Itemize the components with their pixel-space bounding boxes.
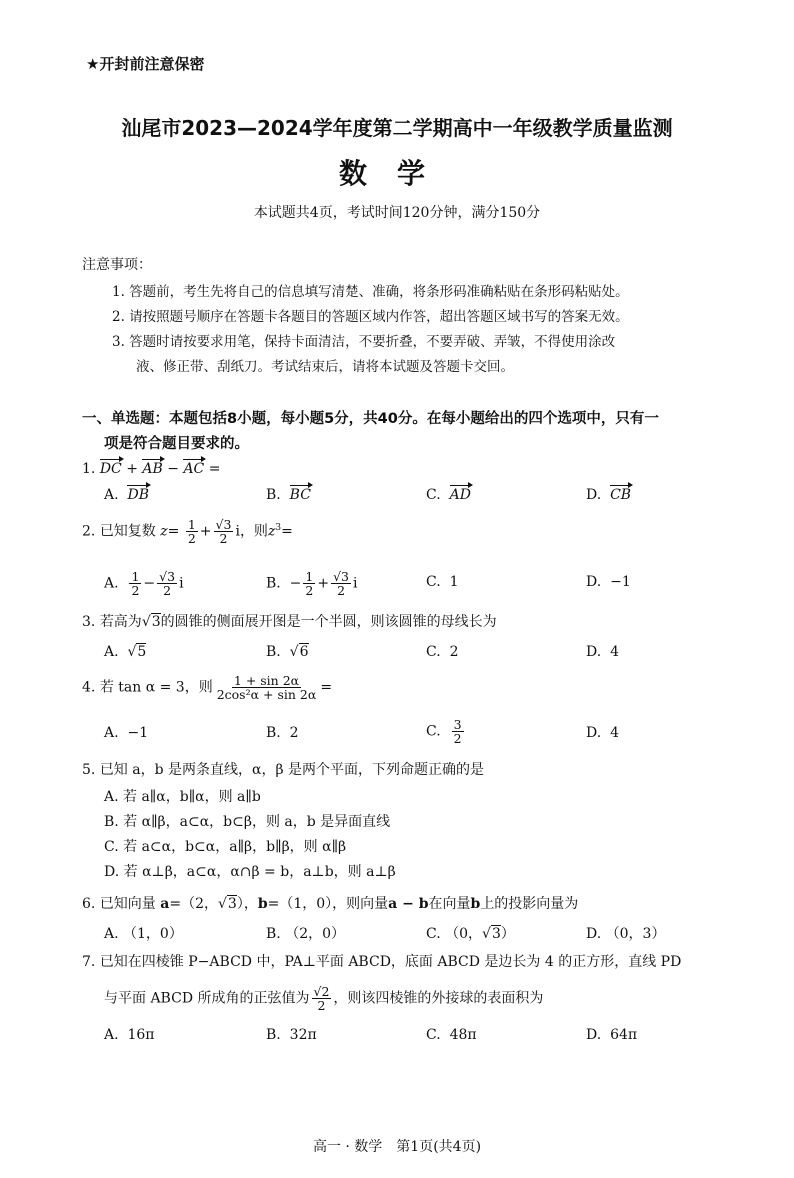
section-heading: 一、单选题：本题包括8小题，每小题5分，共40分。在每小题给出的四个选项中，只有一 <box>82 411 659 427</box>
option-d: D. （0，3） <box>586 926 666 942</box>
option-c: C. $\frac{3}{2}$ <box>426 717 462 747</box>
option-b: B. 32π <box>266 1027 317 1043</box>
notes-heading: 注意事项： <box>82 257 152 273</box>
option-c: C. 2 <box>426 644 459 660</box>
option-b: B. − $\frac{1}{2}$ + $\frac{√3}{2}$ i <box>266 569 358 599</box>
option-c: C. 若 a⊂α，b⊂α，a∥β，b∥β，则 α∥β <box>104 839 347 855</box>
question-number: 4. <box>82 679 96 696</box>
question-number: 1. <box>82 461 96 477</box>
option-b: B. √6 <box>266 644 309 660</box>
vector-term: DC <box>99 461 122 477</box>
option-d: D. 4 <box>586 644 620 660</box>
question-7: 7. 已知在四棱锥 P−ABCD 中，PA⊥平面 ABCD，底面 ABCD 是边长为 4 的正方形，直线 PD <box>82 954 682 970</box>
option-a: A. （1，0） <box>104 926 183 942</box>
vector-term: AB <box>142 461 163 477</box>
page-footer: 高一 · 数学 第1页(共4页) <box>312 1139 482 1155</box>
question-number: 3. <box>82 614 96 630</box>
exam-title: 汕尾市2023—2024学年度第二学期高中一年级教学质量监测 <box>121 116 673 140</box>
question-number: 2. <box>82 523 96 540</box>
option-d: D. 64π <box>586 1027 638 1043</box>
subject-title: 数学 <box>338 157 455 190</box>
question-7-cont: 与平面 ABCD 所成角的正弦值为 $\frac{√2}{2}$ ，则该四棱锥的外接球的表面积为 <box>104 984 544 1014</box>
question-3: 3. 若高为√3的圆锥的侧面展开图是一个半圆，则该圆锥的母线长为 <box>82 614 497 630</box>
note-item: 2. 请按照题号顺序在答题卡各题目的答题区域内作答，超出答题区域书写的答案无效。 <box>112 309 629 325</box>
section-heading-cont: 项是符合题目要求的。 <box>104 436 249 452</box>
option-b: B. BC <box>266 487 311 503</box>
option-b: B. 2 <box>266 725 299 741</box>
note-item: 1. 答题前，考生先将自己的信息填写清楚、准确，将条形码准确粘贴在条形码粘贴处。 <box>112 284 629 300</box>
option-b: B. 若 α∥β，a⊂α，b⊂β，则 a，b 是异面直线 <box>104 814 391 830</box>
option-c: C. （0，√3） <box>426 926 515 942</box>
operator: + <box>126 461 138 477</box>
option-d: D. 若 α⊥β，a⊂α，α∩β = b，a⊥b，则 a⊥β <box>104 864 396 880</box>
question-number: 7. <box>82 954 96 970</box>
question-2: 2. 已知复数 z= $\frac{1}{2}$ + $\frac{√3}{2}$ i，则$z^3=$ <box>82 517 293 547</box>
operator: − <box>167 461 179 477</box>
option-c: C. 48π <box>426 1027 477 1043</box>
question-4: 4. 若 tan α = 3，则 $\frac{1 + \sin 2\alpha}{\text{2cos²α + sin 2α}}$ = <box>82 673 333 703</box>
option-c: C. 1 <box>426 574 459 590</box>
question-5: 5. 已知 a，b 是两条直线，α，β 是两个平面，下列命题正确的是 <box>82 762 485 778</box>
question-6: 6. 已知向量 a=（2，√3），b=（1，0），则向量a − b在向量b上的投影向量为 <box>82 896 579 912</box>
operator: = <box>208 461 221 477</box>
option-a: A. 若 a∥α，b∥α，则 a∥b <box>104 789 261 805</box>
option-a: A. √5 <box>104 644 147 660</box>
question-number: 6. <box>82 896 96 912</box>
note-item: 3. 答题时请按要求用笔，保持卡面清洁，不要折叠，不要弄破、弄皱，不得使用涂改 <box>112 334 616 350</box>
vector-term: AC <box>183 461 205 477</box>
note-item: 液、修正带、刮纸刀。考试结束后，请将本试题及答题卡交回。 <box>136 359 514 375</box>
option-a: A. −1 <box>104 725 149 741</box>
question-number: 5. <box>82 762 96 778</box>
question-1 <box>82 462 220 476</box>
option-a: A. $\frac{1}{2}$ − $\frac{√3}{2}$ i <box>104 569 184 599</box>
option-a: A. DB <box>104 487 149 503</box>
confidential-notice: ★开封前注意保密 <box>86 55 205 73</box>
option-d: D. CB <box>586 487 632 503</box>
exam-info: 本试题共4页，考试时间120分钟，满分150分 <box>253 205 541 221</box>
option-d: D. 4 <box>586 725 620 741</box>
option-a: A. 16π <box>104 1027 155 1043</box>
option-b: B. （2，0） <box>266 926 346 942</box>
option-c: C. AD <box>426 487 471 503</box>
option-d: D. −1 <box>586 574 631 590</box>
